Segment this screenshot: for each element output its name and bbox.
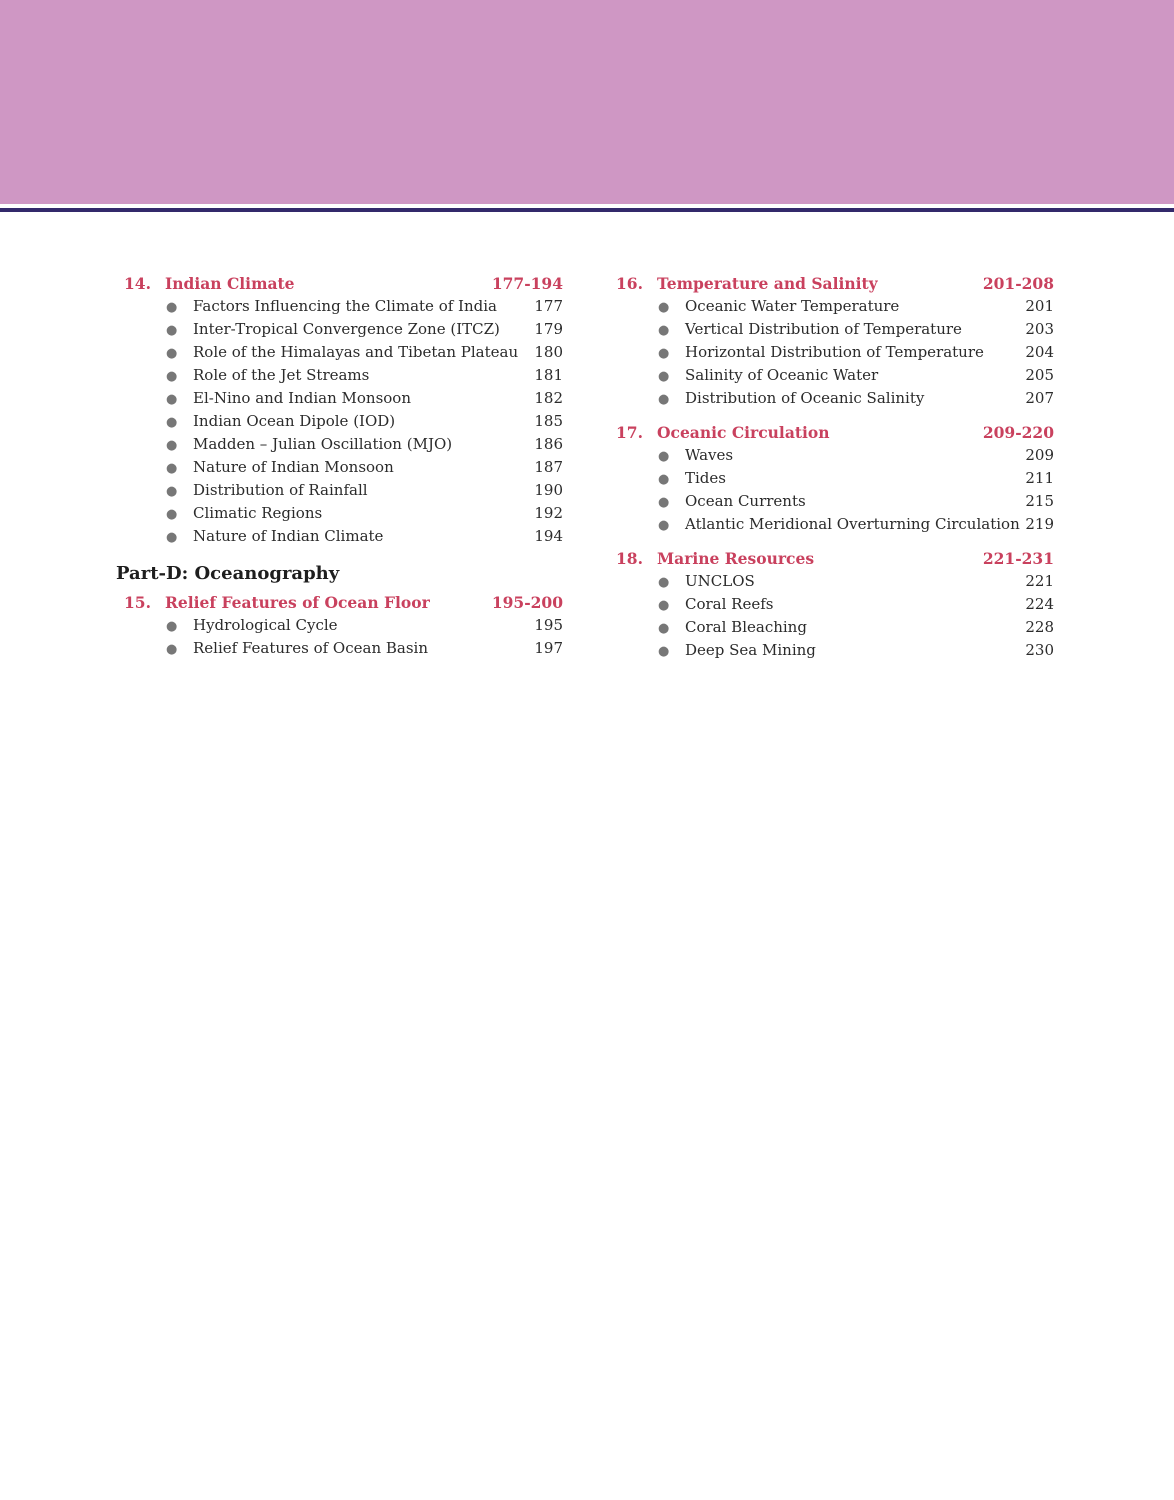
topic-page: 187 <box>534 458 563 476</box>
topic-label: Tides <box>685 469 726 487</box>
topic-entry[interactable] <box>608 639 1054 662</box>
bullet-icon: ● <box>166 619 178 634</box>
topic-page: 215 <box>1025 492 1054 510</box>
topic-entry[interactable] <box>608 318 1054 341</box>
topic-page: 194 <box>534 527 563 545</box>
topic-entry[interactable] <box>608 295 1054 318</box>
bullet-icon: ● <box>658 518 670 533</box>
topic-page: 185 <box>534 412 563 430</box>
bullet-icon: ● <box>166 323 178 338</box>
topic-label: Relief Features of Ocean Basin <box>193 639 428 657</box>
toc-left-column <box>116 272 563 671</box>
topic-label: Hydrological Cycle <box>193 616 338 634</box>
topic-label: Role of the Himalayas and Tibetan Plateau <box>193 343 519 361</box>
topic-label: Climatic Regions <box>193 504 323 522</box>
topic-label: Salinity of Oceanic Water <box>685 366 879 384</box>
chapter-page-range: 195-200 <box>491 593 563 612</box>
topic-page: 177 <box>534 297 563 315</box>
topic-page: 204 <box>1025 343 1054 361</box>
topic-page: 181 <box>534 366 563 384</box>
bullet-icon: ● <box>166 300 178 315</box>
chapter-17 <box>608 421 1054 536</box>
chapter-title: Relief Features of Ocean Floor <box>165 593 430 612</box>
chapter-heading[interactable] <box>608 421 1054 444</box>
topic-page: 230 <box>1025 641 1054 659</box>
topic-entry[interactable] <box>116 637 563 660</box>
topic-label: Waves <box>685 446 734 464</box>
topic-label: El-Nino and Indian Monsoon <box>193 389 411 407</box>
topic-entry[interactable] <box>116 295 563 318</box>
chapter-page-range: 209-220 <box>982 423 1054 442</box>
bullet-icon: ● <box>658 346 670 361</box>
chapter-number: 15. <box>124 593 151 612</box>
topic-entry[interactable] <box>116 502 563 525</box>
bullet-icon: ● <box>658 598 670 613</box>
topic-label: Madden – Julian Oscillation (MJO) <box>193 435 453 453</box>
chapter-heading[interactable] <box>116 591 563 614</box>
bullet-icon: ● <box>166 438 178 453</box>
topic-page: 209 <box>1025 446 1054 464</box>
topic-page: 205 <box>1025 366 1054 384</box>
bullet-icon: ● <box>166 507 178 522</box>
topic-entry[interactable] <box>608 387 1054 410</box>
topic-page: 180 <box>534 343 563 361</box>
topic-page: 211 <box>1025 469 1054 487</box>
chapter-number: 17. <box>616 423 643 442</box>
topic-entry[interactable] <box>116 341 563 364</box>
chapter-title: Indian Climate <box>165 274 295 293</box>
chapter-page-range: 201-208 <box>982 274 1054 293</box>
chapter-15 <box>116 591 563 660</box>
topic-label: Indian Ocean Dipole (IOD) <box>193 412 396 430</box>
chapter-heading[interactable] <box>116 272 563 295</box>
chapter-heading[interactable] <box>608 547 1054 570</box>
bullet-icon: ● <box>166 484 178 499</box>
bullet-icon: ● <box>166 461 178 476</box>
topic-label: Distribution of Oceanic Salinity <box>685 389 925 407</box>
bullet-icon: ● <box>658 644 670 659</box>
topic-entry[interactable] <box>608 364 1054 387</box>
chapter-18 <box>608 547 1054 662</box>
topic-entry[interactable] <box>608 570 1054 593</box>
topic-label: Ocean Currents <box>685 492 806 510</box>
chapter-page-range: 221-231 <box>982 549 1054 568</box>
topic-page: 192 <box>534 504 563 522</box>
topic-entry[interactable] <box>608 341 1054 364</box>
chapter-page-range: 177-194 <box>491 274 563 293</box>
topic-entry[interactable] <box>608 616 1054 639</box>
bullet-icon: ● <box>166 530 178 545</box>
bullet-icon: ● <box>658 369 670 384</box>
topic-page: 224 <box>1025 595 1054 613</box>
header-band <box>0 0 1174 204</box>
topic-page: 179 <box>534 320 563 338</box>
topic-label: Nature of Indian Climate <box>193 527 384 545</box>
topic-entry[interactable] <box>116 614 563 637</box>
topic-entry[interactable] <box>608 490 1054 513</box>
chapter-title: Oceanic Circulation <box>657 423 830 442</box>
topic-label: Oceanic Water Temperature <box>685 297 900 315</box>
bullet-icon: ● <box>166 346 178 361</box>
topic-page: 201 <box>1025 297 1054 315</box>
topic-label: Coral Reefs <box>685 595 774 613</box>
topic-label: Coral Bleaching <box>685 618 807 636</box>
topic-label: Distribution of Rainfall <box>193 481 368 499</box>
topic-page: 186 <box>534 435 563 453</box>
bullet-icon: ● <box>658 472 670 487</box>
bullet-icon: ● <box>166 369 178 384</box>
topic-page: 182 <box>534 389 563 407</box>
topic-page: 219 <box>1025 515 1054 533</box>
topic-label: Role of the Jet Streams <box>193 366 370 384</box>
topic-label: Deep Sea Mining <box>685 641 816 659</box>
bullet-icon: ● <box>658 495 670 510</box>
bullet-icon: ● <box>658 392 670 407</box>
toc-right-column <box>608 272 1054 673</box>
chapter-16 <box>608 272 1054 410</box>
bullet-icon: ● <box>166 642 178 657</box>
bullet-icon: ● <box>166 392 178 407</box>
topic-page: 195 <box>534 616 563 634</box>
topic-entry[interactable] <box>116 364 563 387</box>
header-rule <box>0 208 1174 212</box>
topic-entry[interactable] <box>116 456 563 479</box>
topic-entry[interactable] <box>608 513 1054 536</box>
bullet-icon: ● <box>658 621 670 636</box>
chapter-14 <box>116 272 563 548</box>
topic-entry[interactable] <box>116 479 563 502</box>
topic-page: 197 <box>534 639 563 657</box>
part-title: Part-D: Oceanography <box>116 563 340 584</box>
topic-page: 228 <box>1025 618 1054 636</box>
bullet-icon: ● <box>658 323 670 338</box>
topic-label: Inter-Tropical Convergence Zone (ITCZ) <box>193 320 500 338</box>
bullet-icon: ● <box>658 300 670 315</box>
topic-label: Nature of Indian Monsoon <box>193 458 394 476</box>
topic-page: 221 <box>1025 572 1054 590</box>
topic-entry[interactable] <box>116 410 563 433</box>
topic-label: Horizontal Distribution of Temperature <box>685 343 984 361</box>
topic-entry[interactable] <box>608 593 1054 616</box>
topic-page: 207 <box>1025 389 1054 407</box>
bullet-icon: ● <box>658 449 670 464</box>
topic-entry[interactable] <box>608 467 1054 490</box>
topic-entry[interactable] <box>116 387 563 410</box>
topic-entry[interactable] <box>116 433 563 456</box>
chapter-title: Temperature and Salinity <box>657 274 878 293</box>
chapter-number: 16. <box>616 274 643 293</box>
topic-entry[interactable] <box>116 525 563 548</box>
topic-page: 203 <box>1025 320 1054 338</box>
bullet-icon: ● <box>166 415 178 430</box>
chapter-number: 14. <box>124 274 151 293</box>
chapter-heading[interactable] <box>608 272 1054 295</box>
topic-label: Factors Influencing the Climate of India <box>193 297 497 315</box>
topic-entry[interactable] <box>116 318 563 341</box>
topic-page: 190 <box>534 481 563 499</box>
topic-label: Atlantic Meridional Overturning Circulation <box>685 515 1020 533</box>
bullet-icon: ● <box>658 575 670 590</box>
chapter-title: Marine Resources <box>657 549 815 568</box>
topic-label: Vertical Distribution of Temperature <box>685 320 962 338</box>
chapter-number: 18. <box>616 549 643 568</box>
topic-entry[interactable] <box>608 444 1054 467</box>
topic-label: UNCLOS <box>685 572 755 590</box>
